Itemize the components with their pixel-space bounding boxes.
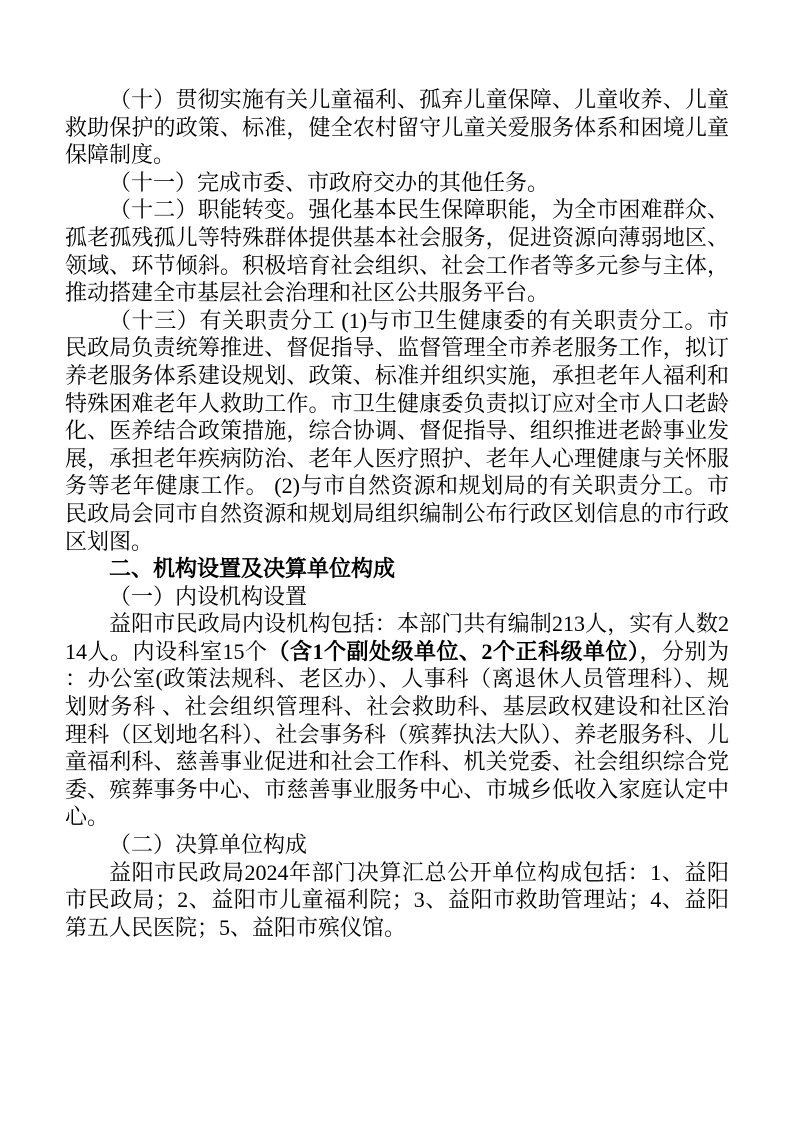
paragraph	[65, 86, 729, 169]
paragraph	[65, 610, 729, 831]
emphasized-text-run: 二、机构设置及决算单位构成	[109, 556, 396, 582]
text-run: （十一）完成市委、市政府交办的其他任务。	[109, 169, 550, 195]
text-run: （十）贯彻实施有关儿童福利、孤弃儿童保障、儿童收养、儿童救助保护的政策、标准，健全农村留守儿童关爱服务体系和困境儿童保障制度。	[65, 87, 729, 168]
text-run: 益阳市民政局2024年部门决算汇总公开单位构成包括：1、益阳市民政局；2、益阳市儿童福利院；3、益阳市救助管理站；4、益阳第五人民医院；5、益阳市殡仪馆。	[65, 859, 729, 940]
section-heading	[65, 555, 729, 583]
paragraph	[65, 169, 729, 197]
text-run: ，分别为：办公室(政策法规科、老区办）、人事科（离退休人员管理科）、规划财务科 、社会组织管理科、社会救助科、基层政权建设和社区治理科（区划地名科）、社会事务科（殡葬执法大队）、养老服务科、儿童福利科、慈善事业促进和社会工作科、机关党委、社会组织综合党委、殡葬事务中心、市慈善事业服务中心、市城乡低收入家庭认定中心。	[65, 638, 729, 830]
text-run: 益阳市民政局内设机构包括：本部门共有编制213人，实有人数214人。内设科室15个	[65, 611, 729, 664]
paragraph	[65, 196, 729, 306]
emphasized-text-run: （含1个副处级单位、2个正科级单位）	[267, 638, 640, 664]
paragraph	[65, 831, 729, 859]
paragraph	[65, 583, 729, 611]
text-run: （十三）有关职责分工 (1)与市卫生健康委的有关职责分工。市民政局负责统筹推进、督促指导、监督管理全市养老服务工作，拟订养老服务体系建设规划、政策、标准并组织实施，承担老年人福利和特殊困难老年人救助工作。市卫生健康委负责拟订应对全市人口老龄化、医养结合政策措施，综合协调、督促指导、组织推进老龄事业发展，承担老年疾病防治、老年人医疗照护、老年人心理健康与关怀服务等老年健康工作。 (2)与市自然资源和规划局的有关职责分工。市民政局会同市自然资源和规划局组织编制公布行政区划信息的市行政区划图。	[65, 307, 729, 554]
text-run: （一）内设机构设置	[109, 583, 308, 609]
text-run: （十二）职能转变。强化基本民生保障职能，为全市困难群众、孤老孤残孤儿等特殊群体提供基本社会服务，促进资源向薄弱地区、领域、环节倾斜。积极培育社会组织、社会工作者等多元参与主体，推动搭建全市基层社会治理和社区公共服务平台。	[65, 197, 729, 306]
paragraph	[65, 859, 729, 942]
paragraph	[65, 307, 729, 555]
document-body	[65, 86, 729, 941]
text-run: （二）决算单位构成	[109, 832, 308, 858]
